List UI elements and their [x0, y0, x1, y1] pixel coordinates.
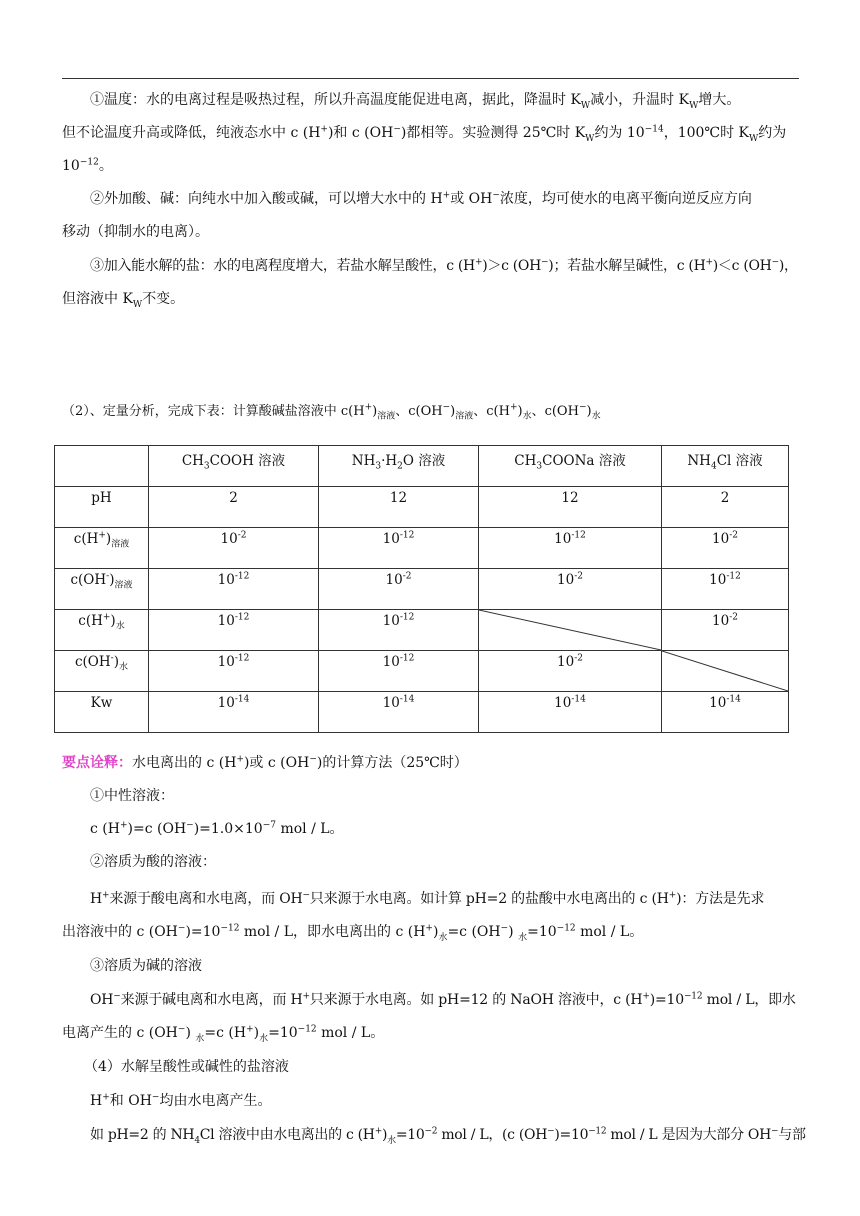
paragraph-temperature-line3: $10^{-12}$。 [62, 157, 113, 174]
table-row-ph [55, 487, 789, 528]
note-acid: ②溶质为酸的溶液： [90, 854, 216, 870]
cell-h-sol-3: $10^{-2}$ [662, 528, 789, 569]
diagonal-strike [479, 610, 661, 650]
note-hydrolysis: （4）水解呈酸性或碱性的盐溶液 [84, 1059, 289, 1075]
cell-ph-3: 2 [662, 487, 789, 528]
table-row-h-water [55, 610, 789, 651]
cell-ph-1: 12 [319, 487, 479, 528]
paragraph-acid-base: ②外加酸、碱：向纯水中加入酸或碱，可以增大水中的 H+或 OH−浓度，均可使水的电离平衡向逆反应方向 [90, 190, 752, 207]
cell-kw-2: $10^{-14}$ [479, 692, 662, 733]
diagonal-strike [662, 651, 788, 691]
cell-h-w-1: $10^{-12}$ [319, 610, 479, 651]
cell-kw-1: $10^{-14}$ [319, 692, 479, 733]
row-label-h-solution: $c(H^+)_{溶液}$ [55, 528, 149, 569]
cell-h-sol-2: $10^{-12}$ [479, 528, 662, 569]
cell-h-sol-1: $10^{-12}$ [319, 528, 479, 569]
note-neutral: ①中性溶液： [90, 788, 174, 804]
table-row-oh-water [55, 651, 789, 692]
paragraph-salt: ③加入能水解的盐：水的电离程度增大，若盐水解呈酸性，c (H+)＞c (OH−)；若盐水解呈碱性，c (H+)＜c (OH−)， [90, 257, 798, 274]
header-ch3coona: $CH_3COONa$ 溶液 [479, 446, 662, 487]
cell-oh-sol-1: $10^{-2}$ [319, 569, 479, 610]
paragraph-temperature: ①温度：水的电离过程是吸热过程，所以升高温度能促进电离，据此，降温时 $K_W$减小，升温时 $K_W$增大。 [90, 92, 741, 111]
cell-oh-sol-3: $10^{-12}$ [662, 569, 789, 610]
cell-oh-w-2: $10^{-2}$ [479, 651, 662, 692]
cell-ph-2: 12 [479, 487, 662, 528]
note-base-line2: 电离产生的 c (OH−) $_水$=c $(H^+)_水=10^{-12}$ mol / L。 [62, 1024, 385, 1044]
cell-h-w-3: $10^{-2}$ [662, 610, 789, 651]
section2-title: （2）、定量分析，完成下表：计算酸碱盐溶液中 $c(H^+)_{溶液}$、$c(OH^-)_{溶液}$、$c(H^+)_水$、$c(OH^-)_水$ [62, 402, 601, 422]
header-nh3h2o: $NH_3\cdot H_2O$ 溶液 [319, 446, 479, 487]
table-row-h-solution [55, 528, 789, 569]
cell-oh-w-1: $10^{-12}$ [319, 651, 479, 692]
cell-kw-0: $10^{-14}$ [149, 692, 319, 733]
table-row-oh-solution [55, 569, 789, 610]
row-label-h-water: $c(H^+)_水$ [55, 610, 149, 651]
table-corner-cell [55, 446, 149, 487]
header-rule [62, 78, 799, 79]
paragraph-salt-line2: 但溶液中 $K_W$不变。 [62, 291, 185, 310]
cell-h-w-0: $10^{-12}$ [149, 610, 319, 651]
paragraph-acid-base-line2: 移动（抑制水的电离）。 [62, 224, 209, 240]
paragraph-temperature-line2: 但不论温度升高或降低，纯液态水中 c (H+)和 c (OH−)都相等。实验测得 25℃时 $K_W$约为 $10^{-14}$，100℃时 $K_W$约为 [62, 124, 787, 144]
cell-h-w-2-diagonal [479, 610, 662, 651]
note-hydrolysis-line2: 如 pH=2 的 $NH_4Cl$ 溶液中由水电离出的 c $(H^+)_水=10^{-2}$ mol / L，(c $(OH^-)=10^{-12}$ mol / L 是因为大部分 OH−与部 [90, 1126, 806, 1146]
cell-h-sol-0: $10^{-2}$ [149, 528, 319, 569]
note-acid-line2: 出溶液中的 c $(OH^-)=10^{-12}$ mol / L，即水电离出的 c $(H^+)_水=c$ (OH−) $_水=10^{-12}$ mol / L。 [62, 923, 644, 943]
cell-oh-sol-2: $10^{-2}$ [479, 569, 662, 610]
note-acid-line1: H+来源于酸电离和水电离，而 OH−只来源于水电离。如计算 pH=2 的盐酸中水电离出的 c (H+)：方法是先求 [90, 890, 765, 907]
header-ch3cooh: $CH_3COOH$ 溶液 [149, 446, 319, 487]
cell-oh-w-0: $10^{-12}$ [149, 651, 319, 692]
row-label-ph: pH [55, 487, 149, 528]
cell-ph-0: 2 [149, 487, 319, 528]
calculation-table [54, 445, 789, 733]
notes-heading: 要点诠释：水电离出的 c (H+)或 c (OH−)的计算方法（25℃时） [62, 754, 468, 771]
row-label-oh-water: $c(OH^-)_水$ [55, 651, 149, 692]
header-nh4cl: $NH_4Cl$ 溶液 [662, 446, 789, 487]
cell-oh-w-3-diagonal [662, 651, 789, 692]
note-base-line1: OH−来源于碱电离和水电离，而 H+只来源于水电离。如 pH=12 的 NaOH 溶液中，c $(H^+)=10^{-12}$ mol / L，即水 [90, 991, 796, 1008]
table-row-kw [55, 692, 789, 733]
row-label-oh-solution: $c(OH^-)_{溶液}$ [55, 569, 149, 610]
note-base: ③溶质为碱的溶液 [90, 958, 202, 974]
note-neutral-eq: c (H+)=c $(OH^-)=1.0\times 10^{-7}$ mol / L。 [90, 820, 344, 837]
row-label-kw: Kw [55, 692, 149, 733]
table-header-row [55, 446, 789, 487]
notes-label: 要点诠释： [62, 755, 132, 771]
note-hydrolysis-line1: H+和 OH−均由水电离产生。 [90, 1092, 272, 1109]
cell-oh-sol-0: $10^{-12}$ [149, 569, 319, 610]
cell-kw-3: $10^{-14}$ [662, 692, 789, 733]
